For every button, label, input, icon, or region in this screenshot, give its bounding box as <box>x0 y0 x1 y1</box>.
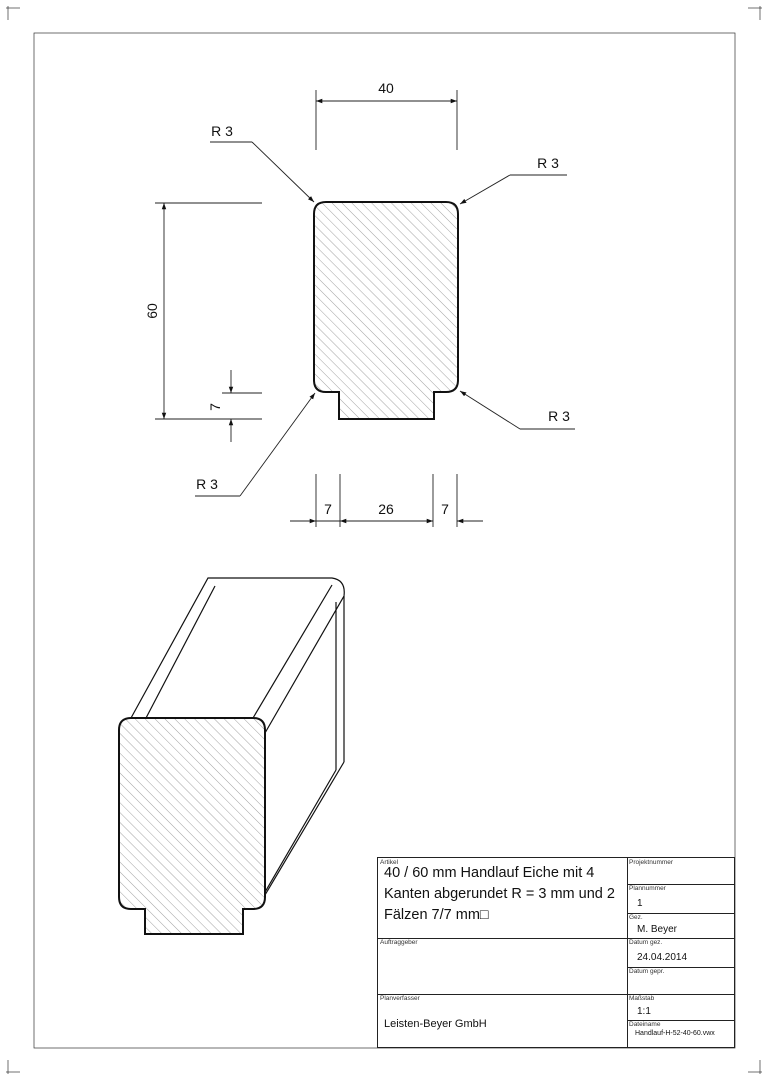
scale-value: 1:1 <box>637 1006 651 1017</box>
isometric-front-section <box>119 718 265 934</box>
date-drawn-cell <box>627 938 735 967</box>
project-label: Projektnummer <box>629 859 674 866</box>
radius-top-right-label: R 3 <box>537 155 559 171</box>
dimension-width-label: 40 <box>378 80 394 96</box>
project-cell <box>627 858 735 884</box>
author-cell <box>378 994 627 1049</box>
article-text: 40 / 60 mm Handlauf Eiche mit 4 Kanten abgerundet R = 3 mm und 2 Fälzen 7/7 mm□ <box>384 865 615 923</box>
file-cell <box>627 1020 735 1049</box>
radius-top-right <box>460 155 567 204</box>
title-block <box>377 857 735 1048</box>
radius-bottom-right-label: R 3 <box>548 408 570 424</box>
profile-cross-section <box>314 202 458 419</box>
dimension-bottom-chain <box>290 474 483 527</box>
dimension-bottom-center-label: 26 <box>378 501 394 517</box>
radius-top-left-label: R 3 <box>211 123 233 139</box>
drawn-value: M. Beyer <box>637 924 678 935</box>
author-label: Planverfasser <box>380 995 420 1002</box>
radius-top-left <box>210 123 314 202</box>
plan-value: 1 <box>637 898 643 909</box>
date-checked-label: Datum gepr. <box>629 968 665 975</box>
client-label: Auftraggeber <box>380 939 418 946</box>
radius-bottom-left-label: R 3 <box>196 476 218 492</box>
dimension-bottom-right-label: 7 <box>441 501 449 517</box>
plan-label: Plannummer <box>629 885 666 892</box>
dimension-rebate-label: 7 <box>207 403 223 411</box>
date-drawn-label: Datum gez. <box>629 939 663 946</box>
file-value: Handlauf-H-52-40-60.vwx <box>635 1030 715 1037</box>
drawn-label: Gez. <box>629 914 643 921</box>
isometric-view <box>119 578 344 934</box>
dimension-rebate-depth <box>207 370 262 442</box>
dimension-height-label: 60 <box>144 303 160 319</box>
scale-label: Maßstab <box>629 995 655 1002</box>
date-checked-cell <box>627 967 735 994</box>
radius-bottom-right <box>460 391 575 429</box>
dimension-width <box>316 80 457 150</box>
date-drawn-value: 24.04.2014 <box>637 952 688 963</box>
author-value: Leisten-Beyer GmbH <box>384 1018 487 1030</box>
article-label: Artikel <box>380 859 399 866</box>
scale-cell <box>627 994 735 1020</box>
drawn-cell <box>627 913 735 938</box>
file-label: Dateiname <box>629 1021 661 1028</box>
plan-cell <box>627 884 735 913</box>
client-cell <box>378 938 627 994</box>
article-cell <box>378 858 627 938</box>
dimension-height <box>144 203 262 419</box>
dimension-bottom-left-label: 7 <box>324 501 332 517</box>
